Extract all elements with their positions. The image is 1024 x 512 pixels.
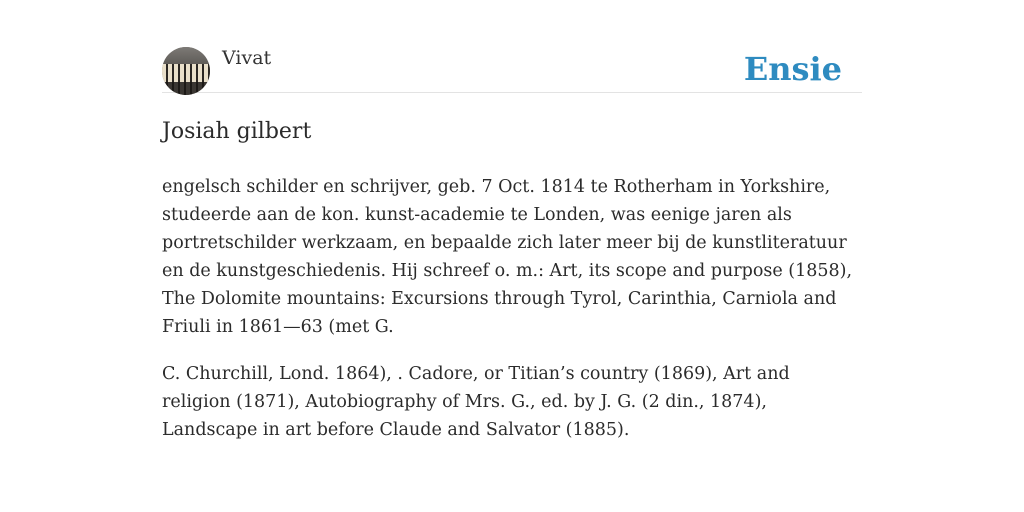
header bbox=[162, 0, 862, 93]
author-name-link[interactable]: Vivat bbox=[222, 47, 272, 69]
article-title: Josiah gilbert bbox=[162, 119, 312, 144]
brand-logo-link[interactable]: Ensie bbox=[743, 50, 842, 88]
article-paragraph-1: engelsch schilder en schrijver, geb. 7 Oct. 1814 te Rotherham in Yorkshire, studeerde aan de kon. kunst-academie te Londen, was eenige jaren als portretschilder werkzaam, en bepaalde zich later meer bij de kunstliteratuur en de kunstgeschiedenis. Hij schreef o. m.: Art, its scope and purpose (1858), The Dolomite mountains: Excursions through Tyrol, Carinthia, Carniola and Friuli in 1861—63 (met G. bbox=[162, 177, 853, 337]
page-container bbox=[162, 0, 862, 444]
article-paragraph-2: C. Churchill, Lond. 1864), . Cadore, or Titian’s country (1869), Art and religion (1871), Autobiography of Mrs. G., ed. by J. G. (2 din., 1874), Landscape in art before Claude and Salvator (1885). bbox=[162, 364, 790, 440]
avatar-photo-middle bbox=[162, 64, 210, 82]
avatar-photo-bottom bbox=[162, 82, 210, 95]
avatar-photo-top bbox=[162, 47, 210, 64]
author-avatar[interactable] bbox=[162, 47, 210, 95]
